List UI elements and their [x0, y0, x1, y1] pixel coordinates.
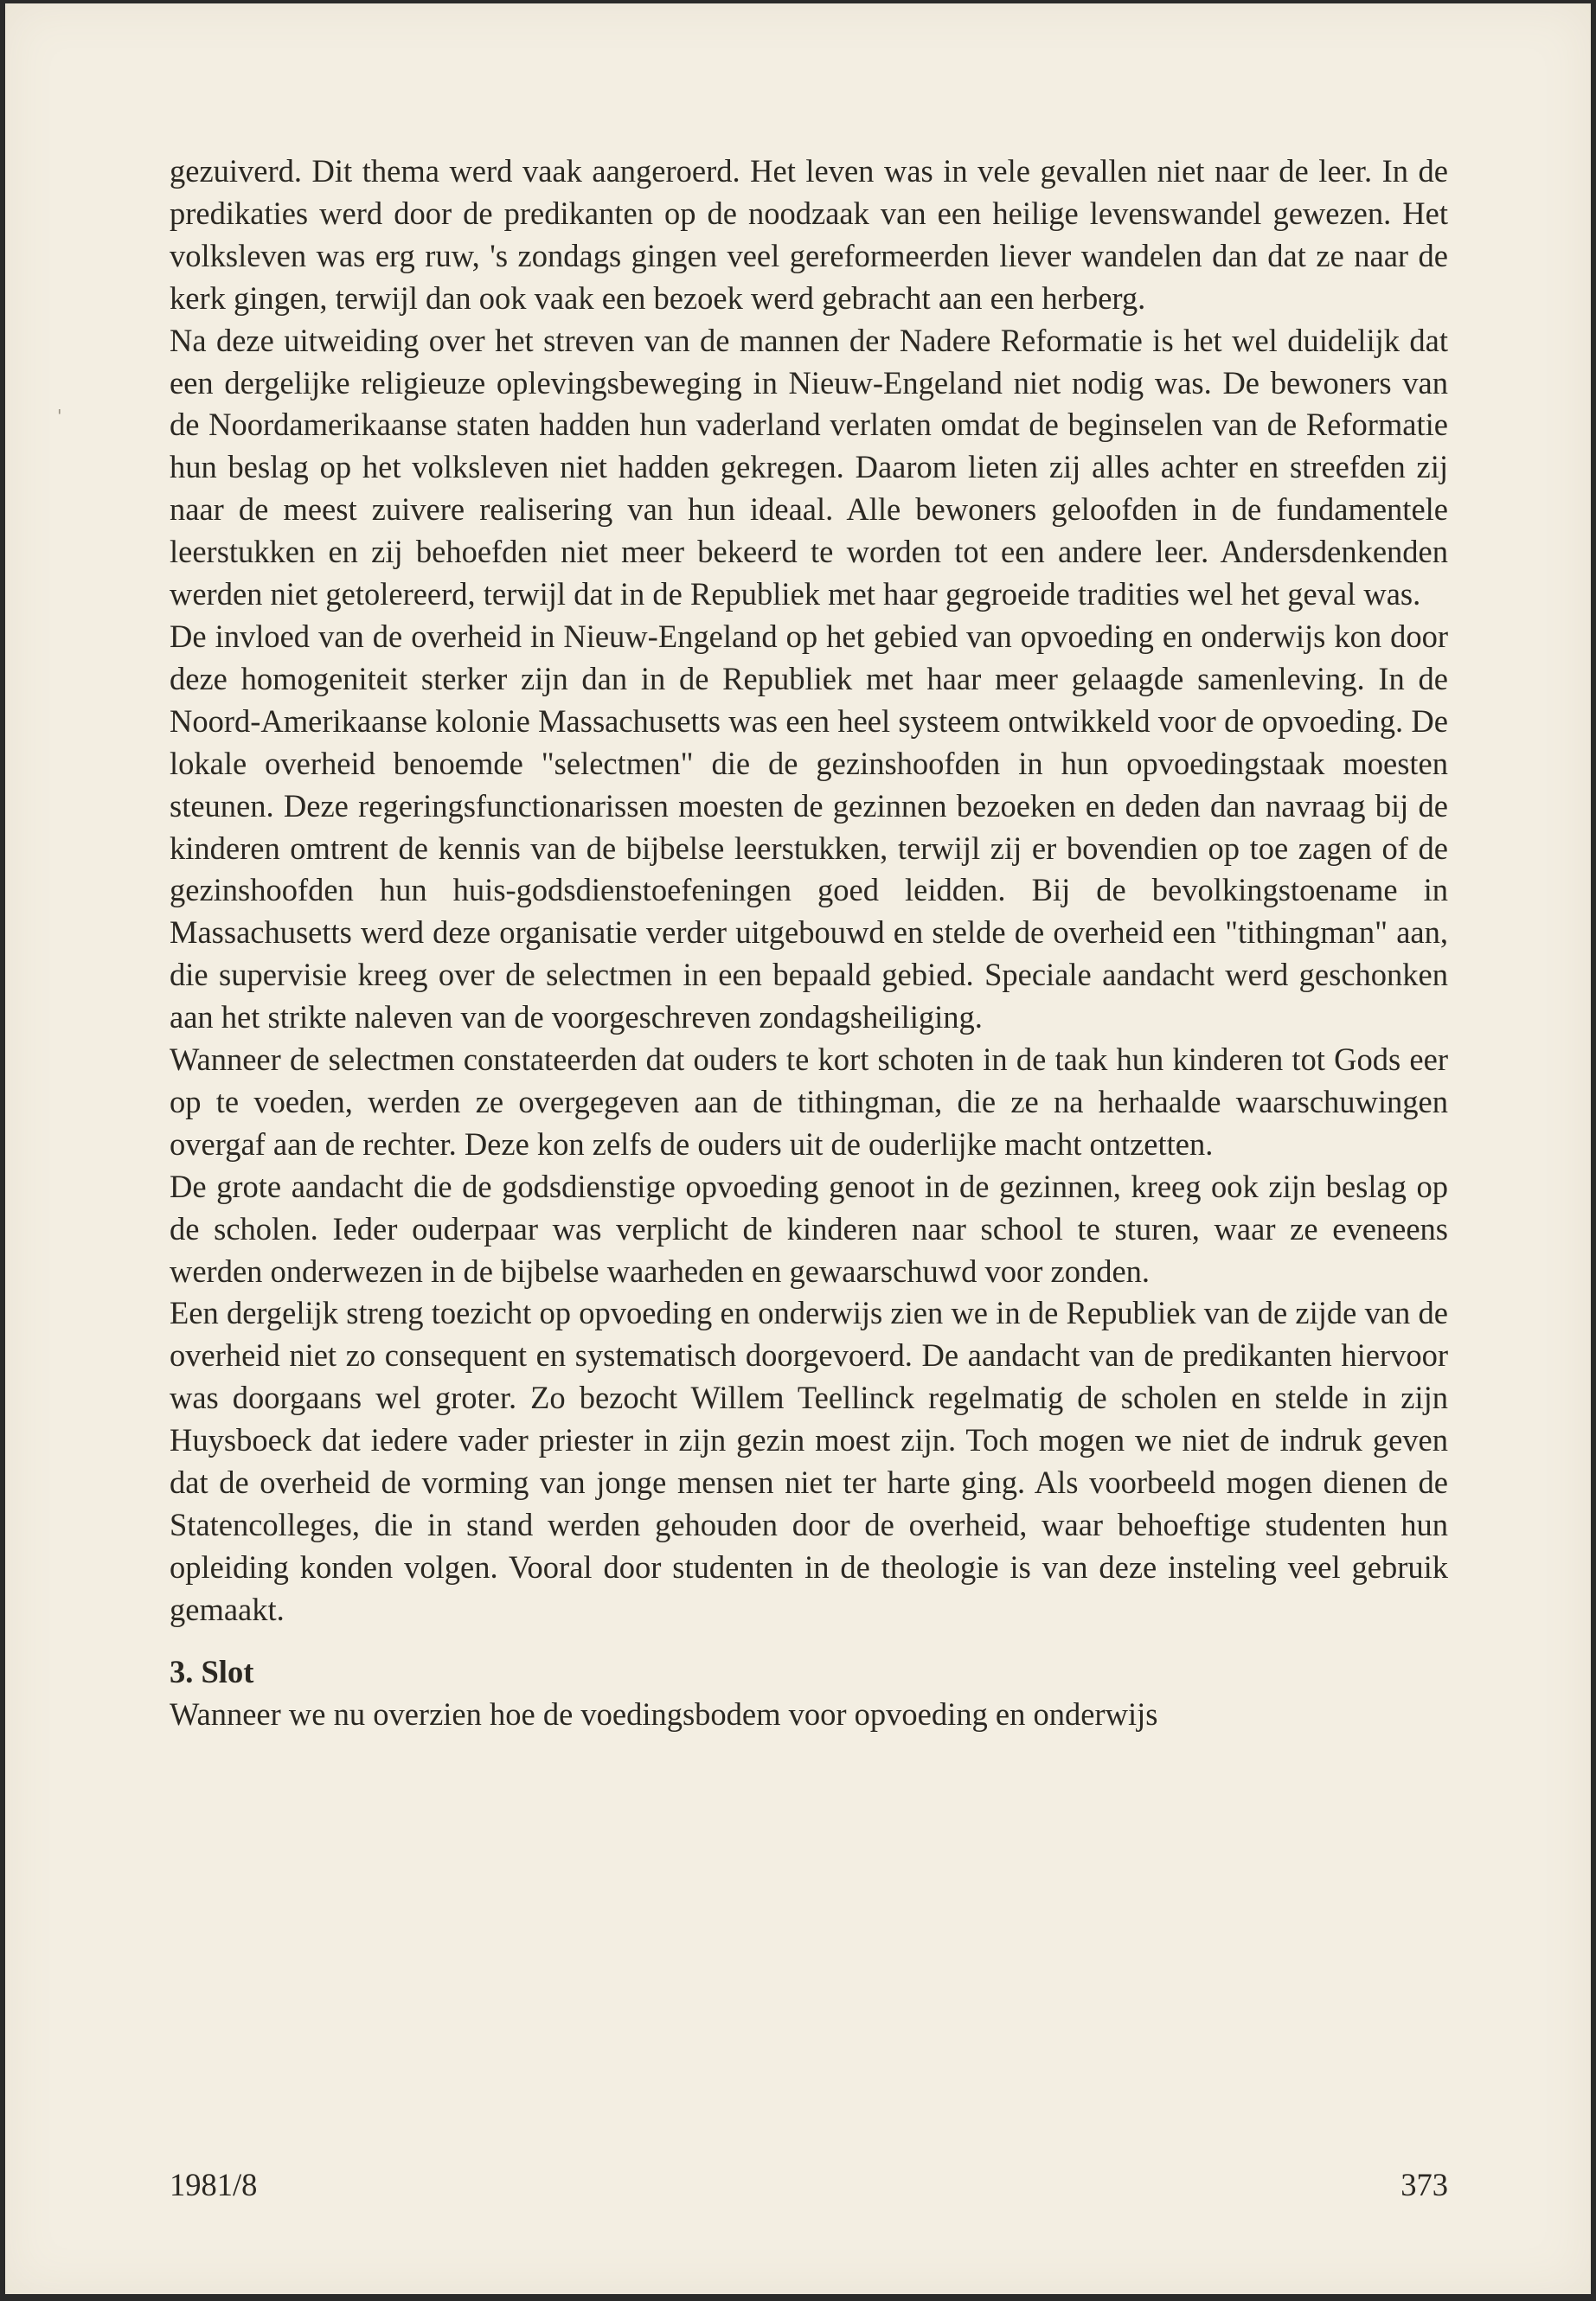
paragraph-4: Wanneer de selectmen constateerden dat ouders te kort schoten in de taak hun kinderen tot Gods eer op te voeden, werden ze overgegeven aan de tithingman, die ze na herhaalde waarschuwingen overgaf aan de rechter. Deze kon zelfs de ouders uit de ouderlijke macht ontzetten.: [170, 1042, 1448, 1162]
paragraph-5: De grote aandacht die de godsdienstige opvoeding genoot in de gezinnen, kreeg ook zijn beslag op de scholen. Ieder ouderpaar was verplicht de kinderen naar school te sturen, waar ze eveneens werden onderwezen in de bijbelse waarheden en gewaarschuwd voor zonden.: [170, 1168, 1448, 1289]
issue-number: 1981/8: [170, 2167, 258, 2202]
body-text: [170, 151, 1448, 1736]
scanned-page: [5, 3, 1591, 2294]
margin-mark: ': [57, 406, 62, 426]
section-heading: 3. Slot: [170, 1653, 254, 1689]
paragraph-2: Na deze uitweiding over het streven van de mannen der Nadere Reformatie is het wel duidelijk dat een dergelijke religieuze oplevingsbeweging in Nieuw-Engeland niet nodig was. De bewoners van de Noordamerikaanse staten hadden hun vaderland verlaten omdat de beginselen van de Reformatie hun beslag op het volksleven niet hadden gekregen. Daarom lieten zij alles achter en streefden zij naar de meest zuivere realisering van hun ideaal. Alle bewoners geloofden in de fundamentele leerstukken en zij behoefden niet meer bekeerd te worden tot een andere leer. Andersdenkenden werden niet getolereerd, terwijl dat in de Republiek met haar gegroeide tradities wel het geval was.: [170, 322, 1448, 612]
paragraph-final: Wanneer we nu overzien hoe de voedingsbodem voor opvoeding en onderwijs: [170, 1695, 1158, 1732]
page-footer: [170, 2163, 1448, 2207]
paragraph-1: gezuiverd. Dit thema werd vaak aangeroerd. Het leven was in vele gevallen niet naar de leer. In de predikaties werd door de predikanten op de noodzaak van een heilige levenswandel gewezen. Het volksleven was erg ruw, 's zondags gingen veel gereformeerden liever wandelen dan dat ze naar de kerk gingen, terwijl dan ook vaak een bezoek werd gebracht aan een herberg.: [170, 153, 1448, 316]
page-number: 373: [1401, 2167, 1448, 2202]
paragraph-6: Een dergelijk streng toezicht op opvoeding en onderwijs zien we in de Republiek van de zijde van de overheid niet zo consequent en systematisch doorgevoerd. De aandacht van de predikanten hiervoor was doorgaans wel groter. Zo bezocht Willem Teellinck regelmatig de scholen en stelde in zijn Huysboeck dat iedere vader priester in zijn gezin moest zijn. Toch mogen we niet de indruk geven dat de overheid de vorming van jonge mensen niet ter harte ging. Als voorbeeld mogen dienen de Statencolleges, die in stand werden gehouden door de overheid, waar behoeftige studenten hun opleiding konden volgen. Vooral door studenten in de theologie is van deze insteling veel gebruik gemaakt.: [170, 1295, 1448, 1627]
paragraph-3: De invloed van de overheid in Nieuw-Engeland op het gebied van opvoeding en onderwijs kon door deze homogeniteit sterker zijn dan in de Republiek met haar meer gelaagde samenleving. In de Noord-Amerikaanse kolonie Massachusetts was een heel systeem ontwikkeld voor de opvoeding. De lokale overheid benoemde "selectmen" die de gezinshoofden in hun opvoedingstaak moesten steunen. Deze regeringsfunctionarissen moesten de gezinnen bezoeken en deden dan navraag bij de kinderen omtrent de kennis van de bijbelse leerstukken, terwijl zij er bovendien op toe zagen of de gezinshoofden hun huis-godsdienstoefeningen goed leidden. Bij de bevolkingstoename in Massachusetts werd deze organisatie verder uitgebouwd en stelde de overheid een "tithingman" aan, die supervisie kreeg over de selectmen in een bepaald gebied. Speciale aandacht werd geschonken aan het strikte naleven van de voorgeschreven zondagsheiliging.: [170, 618, 1448, 1035]
